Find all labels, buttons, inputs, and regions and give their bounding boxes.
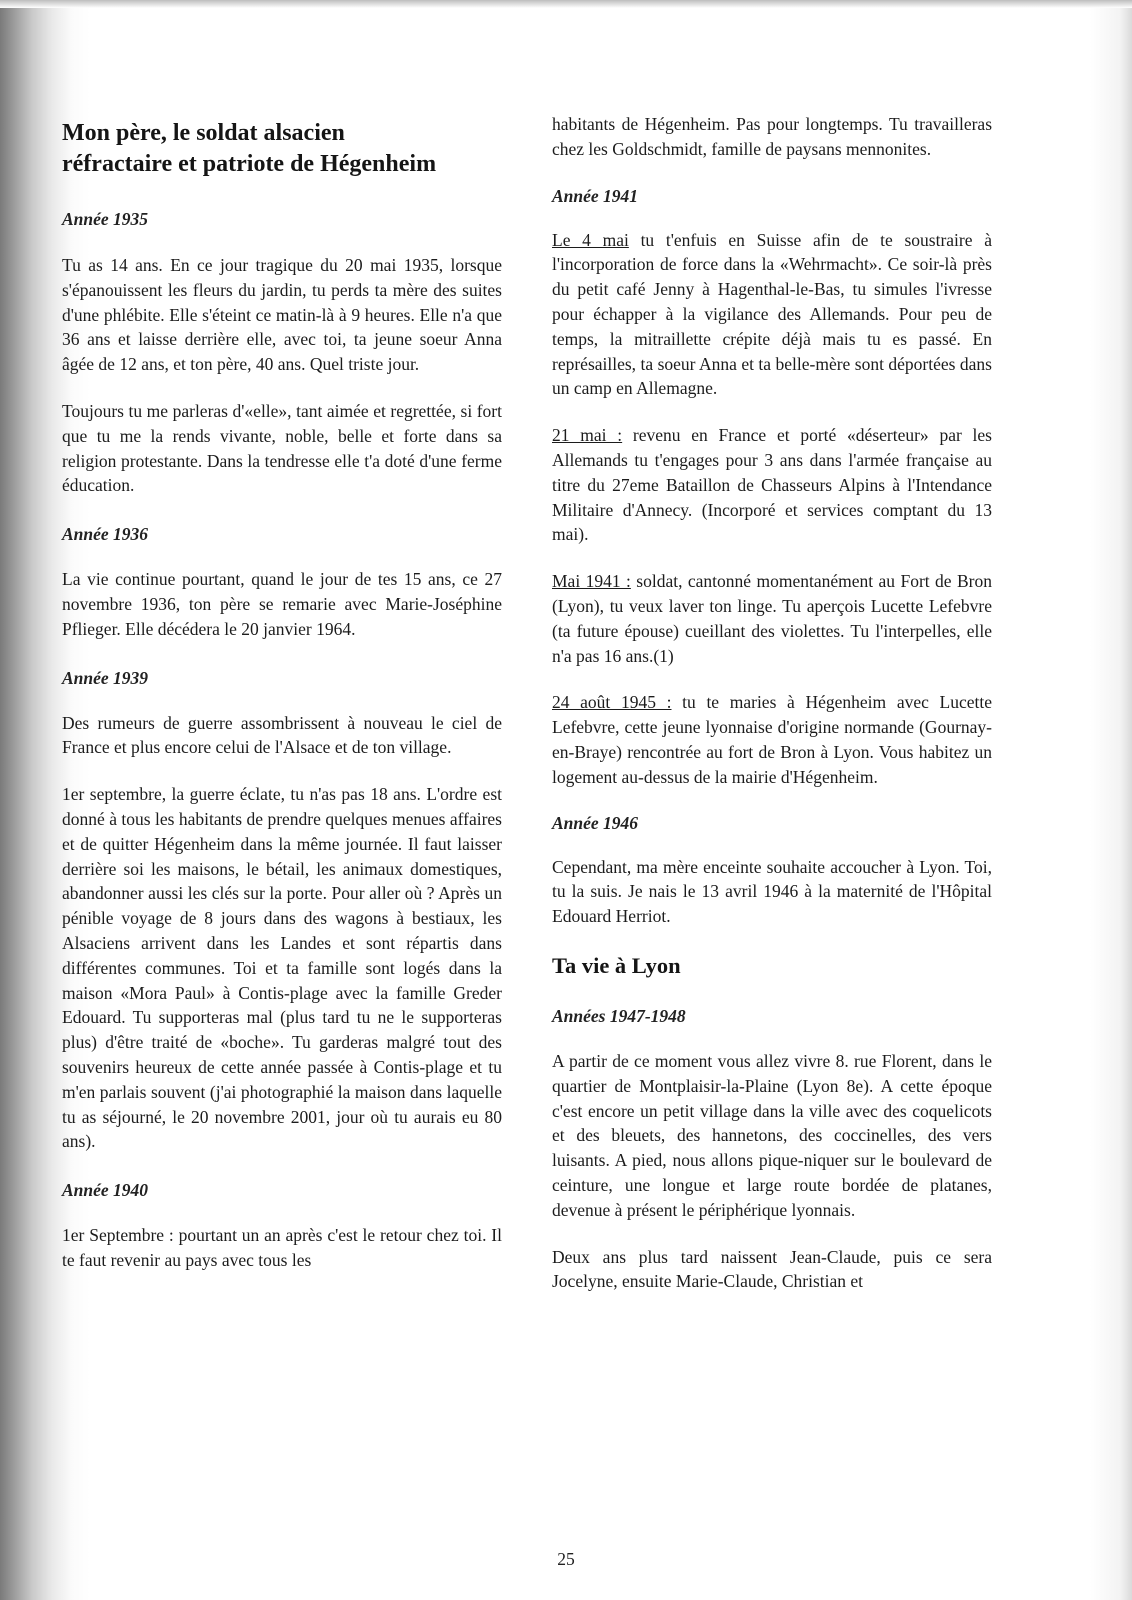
page-number: 25 xyxy=(557,1549,575,1569)
paragraph-1945-text: tu te maries à Hégenheim avec Lucette Lefebvre, cette jeune lyonnaise d'origine normande (Gournay-en-Braye) rencontrée au fort de Bron à Lyon. Vous habitez un logement au-dessus de la mairie d'Hégenheim. xyxy=(552,692,992,787)
page-top-edge xyxy=(0,0,1132,8)
date-21-mai: 21 mai : xyxy=(552,425,623,446)
section-title-lyon: Ta vie à Lyon xyxy=(552,952,681,978)
paragraph-1939-a: Des rumeurs de guerre assombrissent à nouveau le ciel de France et plus encore celui de l'Alsace et de ton village. xyxy=(62,712,502,758)
paragraph-1936: La vie continue pourtant, quand le jour de tes 15 ans, ce 27 novembre 1936, ton père se remarie avec Marie-Joséphine Pflieger. Elle décédera le 20 janvier 1964. xyxy=(62,569,502,639)
year-heading-1941: Année 1941 xyxy=(552,185,639,206)
year-heading-1946: Année 1946 xyxy=(552,812,639,833)
date-4-mai: Le 4 mai xyxy=(552,229,629,250)
year-heading-1935: Année 1935 xyxy=(62,209,149,229)
paragraph-1939-b: 1er septembre, la guerre éclate, tu n'as pas 18 ans. L'ordre est donné à tous les habitants de prendre quelques menues affaires et de quitter Hégenheim dans la même journée. Il faut laisser derrière soi les maisons, le bétail, les animaux domestiques, abandonner aussi les clés sur la porte. Pour aller où ? Après un pénible voyage de 8 jours dans des wagons à bestiaux, les Alsaciens arrivent dans les Landes et sont répartis dans différentes communes. Toi et ta famille sont logés dans la maison «Mora Paul» à Contis-plage avec la famille Greder Edouard. Tu supporteras mal (plus tard tu ne le supporteras plus) d'être traité de «boche». Tu garderas malgré tout des souvenirs heureux de cette année passée à Contis-plage et tu m'en parlais souvent (j'ai photographié la maison dans laquelle tu as séjourné, le 20 novembre 2001, jour où tu aurais eu 80 ans). xyxy=(62,784,502,1152)
paragraph-1941-c xyxy=(552,569,992,668)
date-mai-1941: Mai 1941 : xyxy=(552,571,631,592)
paragraph-1935-b: Toujours tu me parleras d'«elle», tant aimée et regrettée, si fort que tu me la rends vivante, noble, belle et forte dans sa religion protestante. Dans la tendresse elle t'a doté d'une ferme éducation. xyxy=(62,400,502,496)
paragraph-1941-b-text: revenu en France et porté «déserteur» par les Allemands tu t'engages pour 3 ans dans l'armée française au titre du 27eme Bataillon de Chasseurs Alpins à l'Intendance Militaire d'Annecy. (Incorporé et services comptant du 13 mai). xyxy=(552,425,992,545)
left-column xyxy=(62,112,502,1273)
paragraph-1946: Cependant, ma mère enceinte souhaite accoucher à Lyon. Toi, tu la suis. Je nais le 13 avril 1946 à la maternité de l'Hôpital Edouard Herriot. xyxy=(552,856,992,927)
chapter-title xyxy=(62,118,502,180)
year-heading-1940: Année 1940 xyxy=(62,1180,149,1201)
chapter-title-line-1: Mon père, le soldat alsacien xyxy=(62,120,345,146)
year-heading-1936: Année 1936 xyxy=(62,524,149,545)
paragraph-1940: 1er Septembre : pourtant un an après c'est le retour chez toi. Il te faut revenir au pays avec tous les xyxy=(62,1225,502,1270)
date-24-aout-1945: 24 août 1945 : xyxy=(552,692,672,713)
paragraph-1941-a xyxy=(552,228,992,402)
paragraph-1941-c-text: soldat, cantonné momentanément au Fort de Bron (Lyon), tu veux laver ton linge. Tu aperçois Lucette Lefebvre (ta future épouse) cueillant des violettes. Tu l'interpelles, elle n'a pas 16 ans.(1) xyxy=(552,571,992,666)
paragraph-1941-a-text: tu t'enfuis en Suisse afin de te soustraire à l'incorporation de force dans la «Wehrmacht». Ce soir-là près du petit café Jenny à Hagenthal-le-Bas, tu simules l'ivresse pour échapper à la vigilance des Allemands. Pour peu de temps, la mitraillette crépite déjà mais tu es passé. En représailles, ta soeur Anna et ta belle-mère sont déportées dans un camp en Allemagne. xyxy=(552,229,992,399)
year-heading-1947-1948: Années 1947-1948 xyxy=(552,1005,686,1026)
right-column xyxy=(552,112,992,1294)
year-heading-1939: Année 1939 xyxy=(62,667,149,688)
paragraph-1947-b: Deux ans plus tard naissent Jean-Claude, puis ce sera Jocelyne, ensuite Marie-Claude, Christian et xyxy=(552,1246,992,1292)
paragraph-1941-b xyxy=(552,423,992,547)
paragraph-1940-continued: habitants de Hégenheim. Pas pour longtemps. Tu travailleras chez les Goldschmidt, famille de paysans mennonites. xyxy=(552,114,992,159)
paragraph-1947-a: A partir de ce moment vous allez vivre 8. rue Florent, dans le quartier de Montplaisir-la-Plaine (Lyon 8e). A cette époque c'est encore un petit village dans la ville avec des coquelicots et des bleuets, des hannetons, des coccinelles, des vers luisants. A pied, nous allons pique-niquer sur le boulevard de ceinture, une longue et large route bordée de platanes, devenue à présent le périphérique lyonnais. xyxy=(552,1050,992,1220)
paragraph-1945 xyxy=(552,690,992,789)
paragraph-1935-a: Tu as 14 ans. En ce jour tragique du 20 mai 1935, lorsque s'épanouissent les fleurs du jardin, tu perds ta mère des suites d'une phlébite. Elle s'éteint ce matin-là à 9 heures. Elle n'a que 36 ans et laisse derrière elle, avec toi, ta jeune soeur Anna âgée de 12 ans, et ton père, 40 ans. Quel triste jour. xyxy=(62,255,502,375)
chapter-title-line-2: réfractaire et patriote de Hégenheim xyxy=(62,151,437,177)
